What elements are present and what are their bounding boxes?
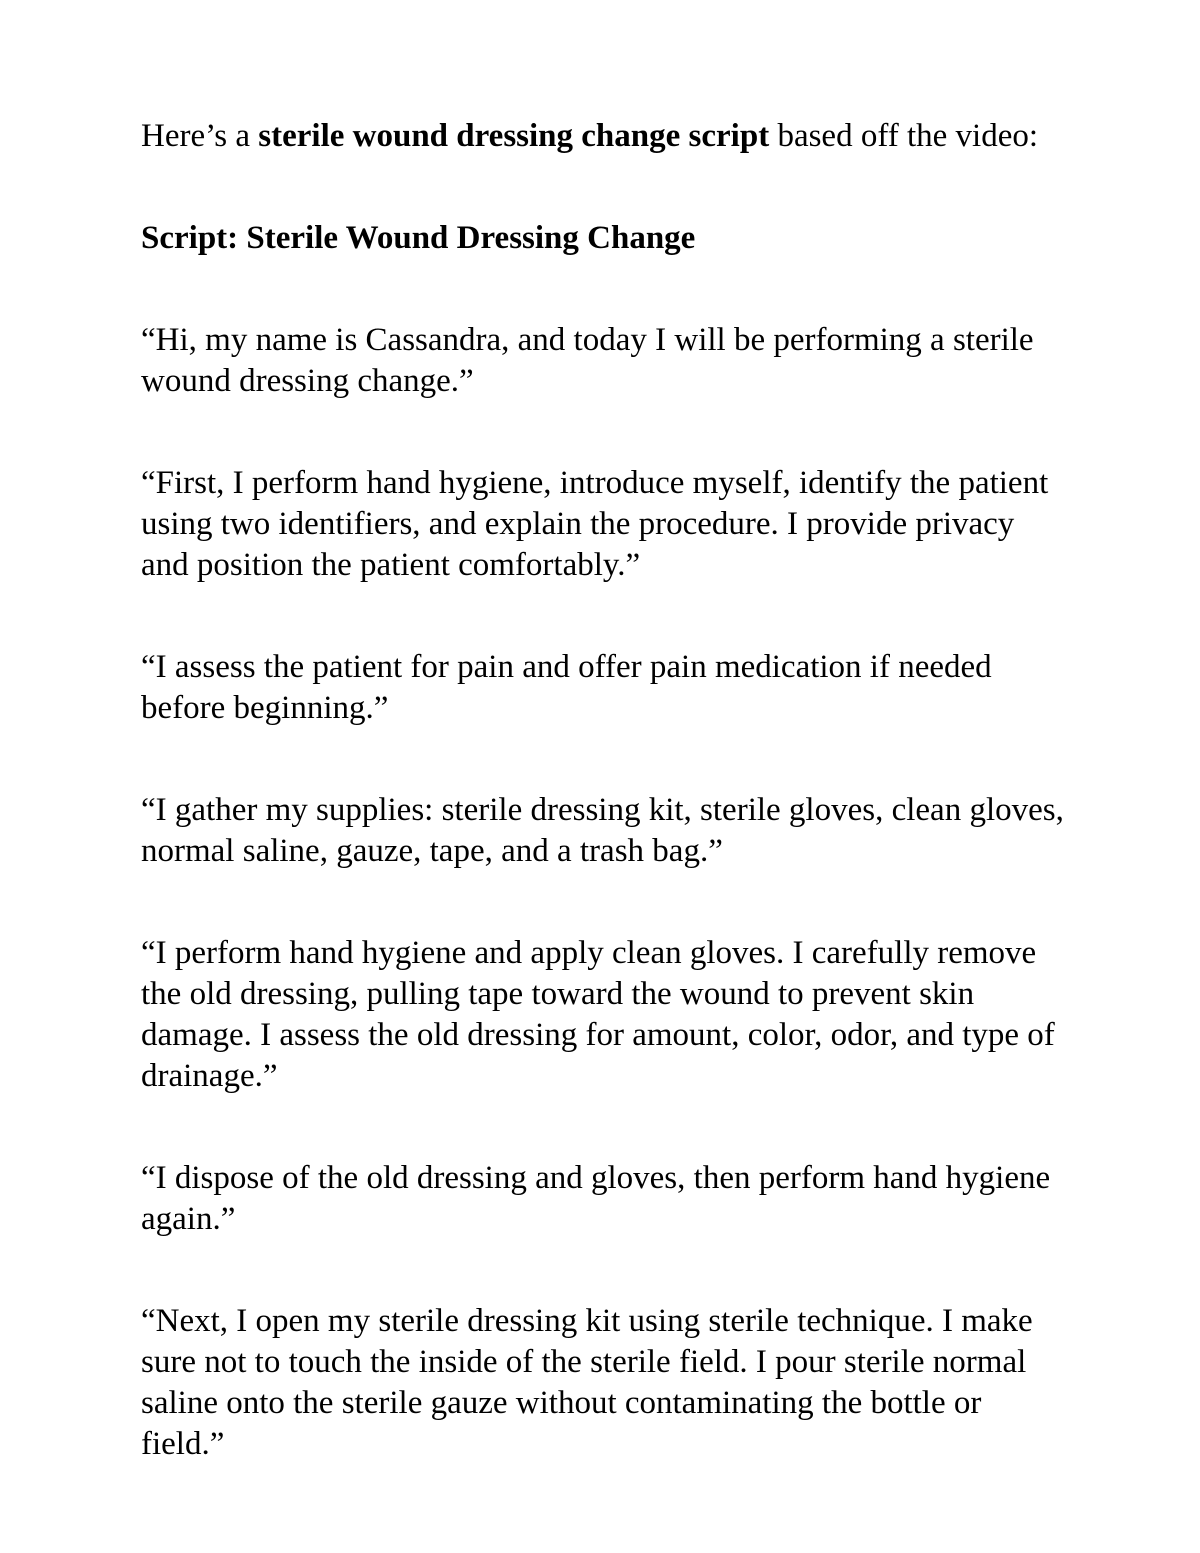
script-title: Script: Sterile Wound Dressing Change — [141, 220, 696, 256]
script-paragraph: “I assess the patient for pain and offer pain medication if needed before beginning.” — [141, 649, 992, 726]
script-paragraph: “I perform hand hygiene and apply clean gloves. I carefully remove the old dressing, pulling tape toward the wound to prevent skin damage. I assess the old dressing for amount, color, odor, and type of drainage.” — [141, 935, 1055, 1094]
script-paragraph: “Hi, my name is Cassandra, and today I will be performing a sterile wound dressing change.” — [141, 322, 1034, 399]
intro-suffix: based off the video: — [769, 118, 1039, 154]
intro-prefix: Here’s a — [141, 118, 259, 154]
intro-bold-text: sterile wound dressing change script — [258, 118, 770, 154]
script-paragraph: “Next, I open my sterile dressing kit using sterile technique. I make sure not to touch the inside of the sterile field. I pour sterile normal saline onto the sterile gauze without contaminating the bottle or field.” — [141, 1303, 1033, 1462]
intro-paragraph — [141, 116, 1070, 157]
script-paragraph: “I dispose of the old dressing and gloves, then perform hand hygiene again.” — [141, 1160, 1051, 1237]
script-paragraph: “I gather my supplies: sterile dressing kit, sterile gloves, clean gloves, normal saline, gauze, tape, and a trash bag.” — [141, 792, 1064, 869]
script-paragraph: “First, I perform hand hygiene, introduce myself, identify the patient using two identifiers, and explain the procedure. I provide privacy and position the patient comfortably.” — [141, 465, 1049, 583]
